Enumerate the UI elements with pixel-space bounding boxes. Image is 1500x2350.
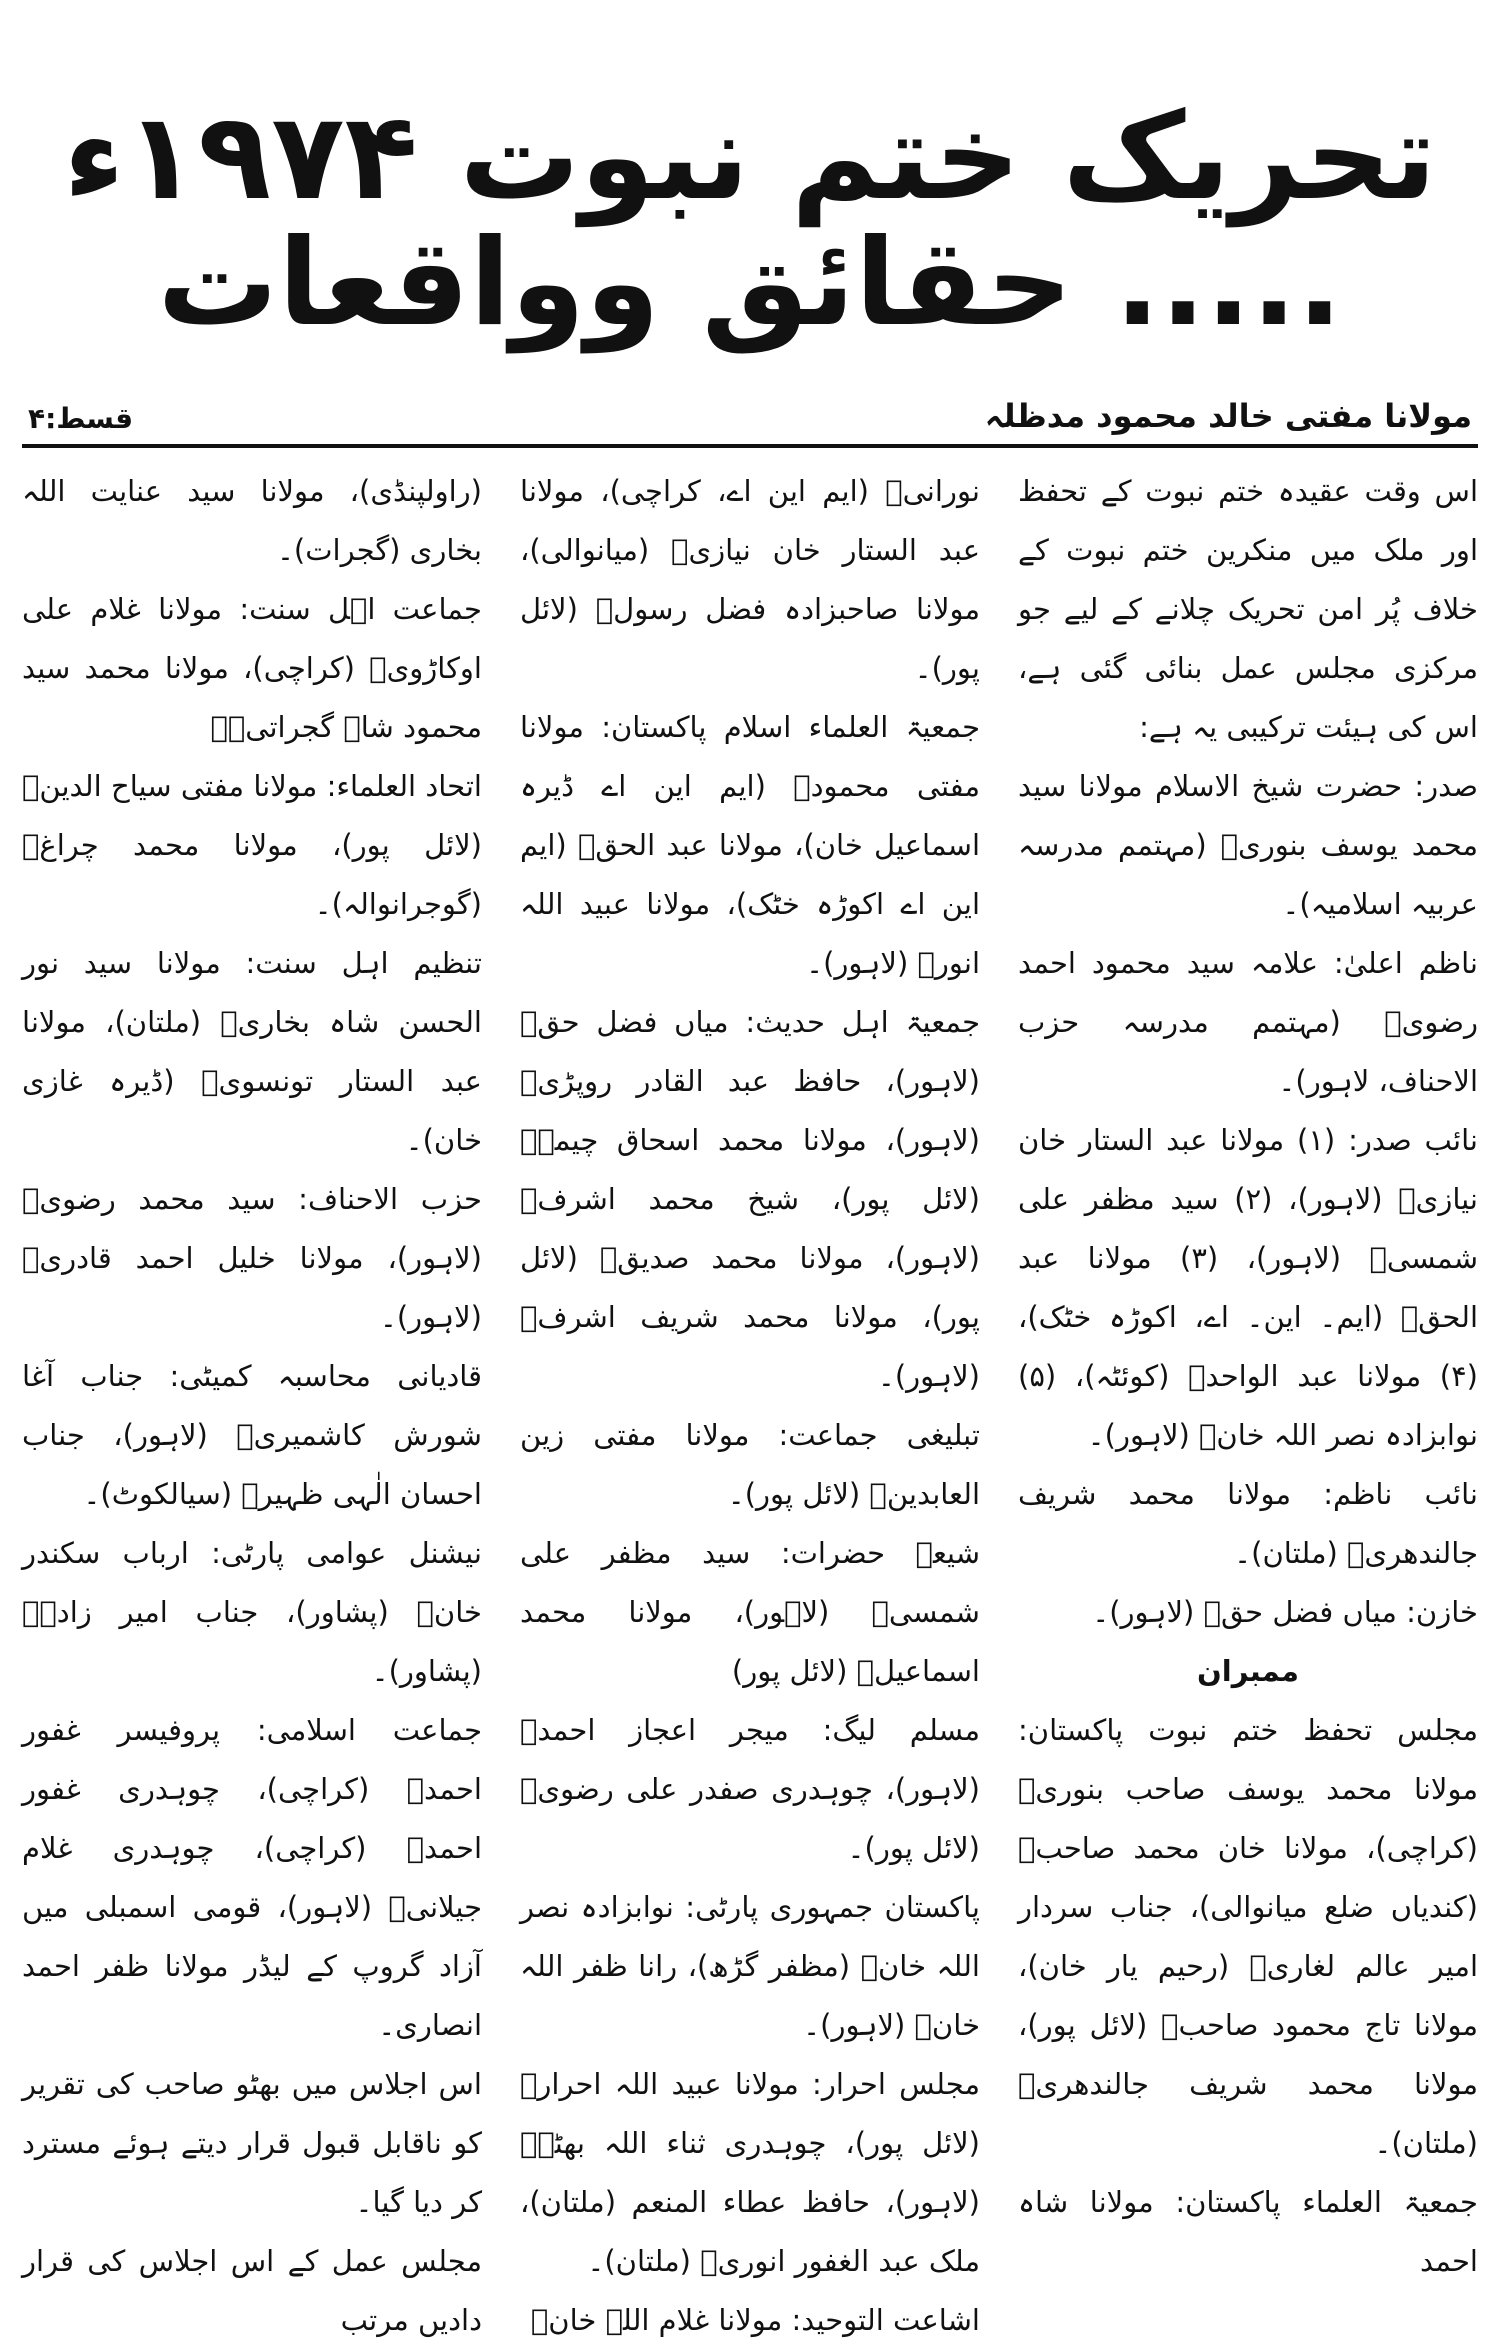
paragraph: حزب الاحناف: سید محمد رضویؒ (لاہور)، مولانا خلیل احمد قادریؒ (لاہور)۔ [22, 1182, 482, 1334]
byline-row [28, 385, 1472, 435]
article-columns [22, 462, 1478, 2337]
paragraph: اتحاد العلماء: مولانا مفتی سیاح الدینؒ (لائل پور)، مولانا محمد چراغؒ (گوجرانوالہ)۔ [22, 769, 482, 921]
paragraph: جمعیۃ العلماء اسلام پاکستان: مولانا مفتی محمودؒ (ایم این اے ڈیرہ اسماعیل خان)، مولانا عبد الحقؒ (ایم این اے اکوڑہ خٹک)، مولانا عبید اللہ انورؒ (لاہور)۔ [520, 710, 980, 980]
paragraph: نائب ناظم: مولانا محمد شریف جالندھریؒ (ملتان)۔ [1018, 1477, 1478, 1570]
paragraph: نورانیؒ (ایم این اے، کراچی)، مولانا عبد الستار خان نیازیؒ (میانوالی)، مولانا صاحبزادہ فضل رسولؒ (لائل پور)۔ [520, 474, 980, 685]
paragraph: اس اجلاس میں بھٹو صاحب کی تقریر کو ناقابل قبول قرار دیتے ہوئے مسترد کر دیا گیا۔ [22, 2067, 482, 2219]
section-heading: ممبران [1197, 1654, 1299, 1688]
paragraph: صدر: حضرت شیخ الاسلام مولانا سید محمد یوسف بنوریؒ (مہتمم مدرسہ عربیہ اسلامیہ)۔ [1018, 769, 1478, 921]
paragraph: جماعت اسلامی: پروفیسر غفور احمدؒ (کراچی)، چوہدری غفور احمدؒ (کراچی)، چوہدری غلام جیلانیؒ (لاہور)، قومی اسمبلی میں آزاد گروپ کے لیڈر مولانا ظفر احمد انصاری۔ [22, 1713, 482, 2042]
paragraph: مجلس عمل کے اس اجلاس کی قرار دادیں مرتب [22, 2244, 482, 2337]
episode-number: قسط:۴ [28, 402, 134, 435]
column-right [1018, 462, 1478, 2278]
paragraph: پاکستان جمہوری پارٹی: نوابزادہ نصر اللہ خانؒ (مظفر گڑھ)، رانا ظفر اللہ خانؒ (لاہور)۔ [520, 1890, 980, 2042]
paragraph: جماعت اہل سنت: مولانا غلام علی اوکاڑویؒ (کراچی)، مولانا محمد سید محمود شاہ گجراتیؒ۔ [22, 592, 482, 744]
paragraph: نائب صدر: (۱) مولانا عبد الستار خان نیازیؒ (لاہور)، (۲) سید مظفر علی شمسیؒ (لاہور)، (۳) مولانا عبد الحقؒ (ایم۔ این۔ اے، اکوڑہ خٹک)، (۴) مولانا عبد الواحدؒ (کوئٹہ)، (۵) نوابزادہ نصر اللہ خانؒ (لاہور)۔ [1018, 1123, 1478, 1452]
column-middle [520, 462, 980, 2337]
paragraph: تبلیغی جماعت: مولانا مفتی زین العابدینؒ (لائل پور)۔ [520, 1418, 980, 1511]
headline-line-1: تحریک ختم نبوت ۱۹۷۴ء [63, 88, 1437, 227]
paragraph: نیشنل عوامی پارٹی: ارباب سکندر خانؒ (پشاور)، جناب امیر زادہؒ (پشاور)۔ [22, 1536, 482, 1688]
author-byline: مولانا مفتی خالد محمود مدظلہ [984, 397, 1472, 435]
paragraph: ناظم اعلیٰ: علامہ سید محمود احمد رضویؒ (مہتمم مدرسہ حزب الاحناف، لاہور)۔ [1018, 946, 1478, 1098]
paragraph: جمعیۃ اہل حدیث: میاں فضل حقؒ (لاہور)، حافظ عبد القادر روپڑیؒ (لاہور)، مولانا محمد اسحاق چیمہؒ (لائل پور)، شیخ محمد اشرفؒ (لاہور)، مولانا محمد صدیقؒ (لائل پور)، مولانا محمد شریف اشرفؒ (لاہور)۔ [520, 1005, 980, 1393]
headline-line-2: ..... حقائق وواقعات [157, 214, 1343, 353]
header-divider [22, 444, 1478, 448]
column-left [22, 462, 482, 2337]
paragraph: جمعیۃ العلماء پاکستان: مولانا شاہ احمد [1018, 2185, 1478, 2278]
paragraph: مسلم لیگ: میجر اعجاز احمدؒ (لاہور)، چوہدری صفدر علی رضویؒ (لائل پور)۔ [520, 1713, 980, 1865]
paragraph: مجلس احرار: مولانا عبید اللہ احرارؒ (لائل پور)، چوہدری ثناء اللہ بھٹہؒ (لاہور)، حافظ عطاء المنعم (ملتان)، ملک عبد الغفور انوریؒ (ملتان)۔ [520, 2067, 980, 2278]
paragraph: مجلس تحفظ ختم نبوت پاکستان: مولانا محمد یوسف صاحب بنوریؒ (کراچی)، مولانا خان محمد صاحبؒ (کندیاں ضلع میانوالی)، جناب سردار امیر عالم لغاریؒ (رحیم یار خان)، مولانا تاج محمود صاحبؒ (لائل پور)، مولانا محمد شریف جالندھریؒ (ملتان)۔ [1018, 1713, 1478, 2160]
paragraph: اشاعت التوحید: مولانا غلام اللہ خانؒ [530, 2303, 980, 2337]
headline [40, 88, 1460, 353]
paragraph: خازن: میاں فضل حقؒ (لاہور)۔ [1092, 1595, 1478, 1629]
paragraph: اس وقت عقیدہ ختم نبوت کے تحفظ اور ملک میں منکرین ختم نبوت کے خلاف پُر امن تحریک چلانے کے لیے جو مرکزی مجلس عمل بنائی گئی ہے، اس کی ہیئت ترکیبی یہ ہے: [1018, 474, 1478, 744]
paragraph: (راولپنڈی)، مولانا سید عنایت اللہ بخاری (گجرات)۔ [22, 474, 482, 567]
paragraph: قادیانی محاسبہ کمیٹی: جناب آغا شورش کاشمیریؒ (لاہور)، جناب احسان الٰہی ظہیرؒ (سیالکوٹ)۔ [22, 1359, 482, 1511]
paragraph: تنظیم اہل سنت: مولانا سید نور الحسن شاہ بخاریؒ (ملتان)، مولانا عبد الستار تونسویؒ (ڈیرہ غازی خان)۔ [22, 946, 482, 1157]
paragraph: شیعہ حضرات: سید مظفر علی شمسیؒ (لاہور)، مولانا محمد اسماعیلؒ (لائل پور) [520, 1536, 980, 1688]
